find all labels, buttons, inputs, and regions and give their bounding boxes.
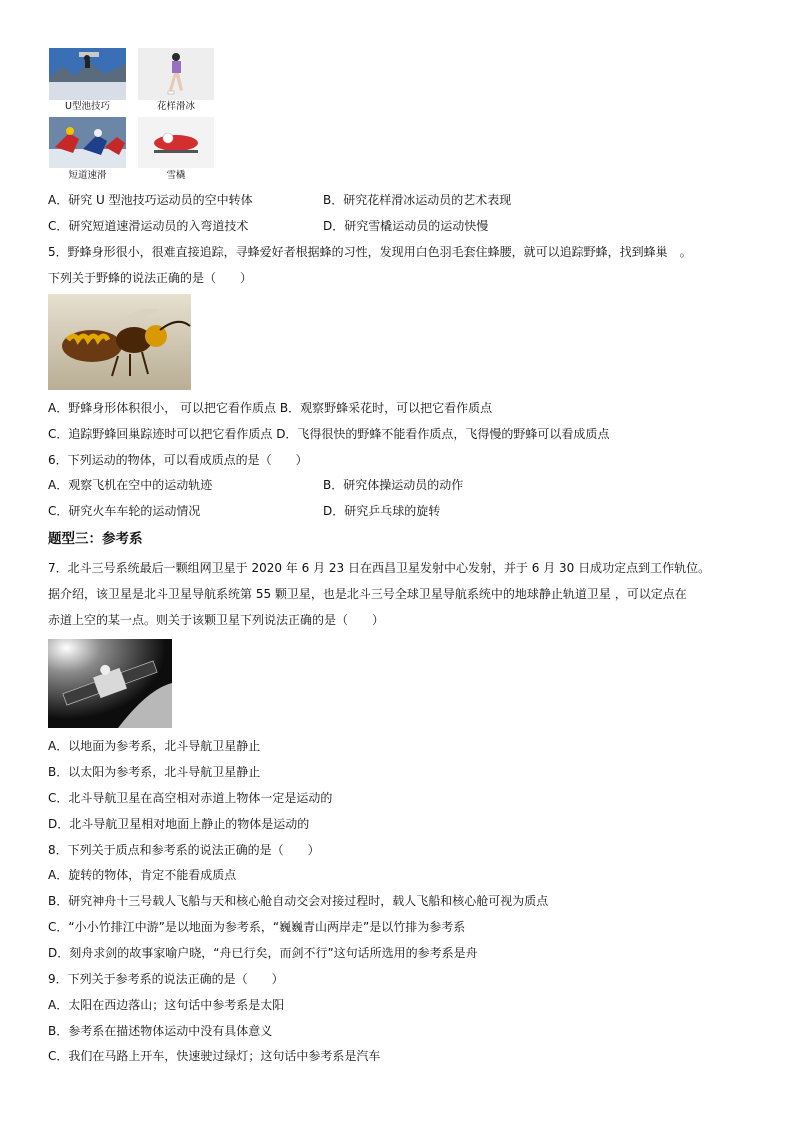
q4-option-d: D．研究雪橇运动员的运动快慢: [323, 219, 489, 233]
q8-stem: 8．下列关于质点和参考系的说法正确的是（ ）: [48, 843, 320, 857]
q5-stem-line-2: 下列关于野蜂的说法正确的是（ ）: [48, 271, 253, 285]
q5-options-a-b: A．野蜂身形体积很小， 可以把它看作质点 B．观察野蜂采花时，可以把它看作质点: [48, 401, 493, 415]
q8-option-a: A．旋转的物体，肯定不能看成质点: [48, 868, 237, 882]
halfpipe-image: [49, 48, 126, 100]
q5-options-c-d: C．追踪野蜂回巢踪迹时可以把它看作质点 D．飞得很快的野蜂不能看作质点，飞得慢的野蜂可以看成质点: [48, 427, 610, 441]
q7-option-d: D．北斗导航卫星相对地面上静止的物体是运动的: [48, 817, 310, 831]
q6-stem: 6．下列运动的物体，可以看成质点的是（ ）: [48, 453, 308, 467]
q8-option-c: C．“小小竹排江中游”是以地面为参考系，“巍巍青山两岸走”是以竹排为参考系: [48, 920, 466, 934]
q4-option-a: A．研究 U 型池技巧运动员的空中转体: [48, 193, 253, 207]
q6-option-a: A．观察飞机在空中的运动轨迹: [48, 478, 213, 492]
figure-skating-image: [138, 48, 214, 100]
sports-caption-2: 花样滑冰: [156, 101, 195, 112]
sports-caption-1: U型池技巧: [65, 101, 110, 112]
q8-option-d: D．刻舟求剑的故事家喻户晓，“舟已行矣，而剑不行”这句话所选用的参考系是舟: [48, 946, 478, 960]
q9-stem: 9．下列关于参考系的说法正确的是（ ）: [48, 972, 284, 986]
q7-stem-line-2: 据介绍，该卫星是北斗卫星导航系统第 55 颗卫星，也是北斗三号全球卫星导航系统中的地球静止轨道卫星 ，可以定点在: [48, 587, 687, 601]
q4-option-c: C．研究短道速滑运动员的入弯道技术: [48, 219, 249, 233]
q9-option-a: A．太阳在西边落山；这句话中参考系是太阳: [48, 998, 285, 1012]
wasp-image: [48, 294, 191, 390]
section-heading: 题型三：参考系: [48, 531, 143, 547]
satellite-image: [48, 639, 172, 728]
luge-image: [138, 117, 214, 168]
short-track-image: [49, 117, 126, 168]
q7-stem-line-1: 7．北斗三号系统最后一颗组网卫星于 2020 年 6 月 23 日在西昌卫星发射中心发射，并于 6 月 30 日成功定点到工作轨位。: [48, 561, 711, 575]
q6-option-b: B．研究体操运动员的动作: [323, 478, 464, 492]
q7-stem-line-3: 赤道上空的某一点。则关于该颗卫星下列说法正确的是（ ）: [48, 613, 385, 627]
q8-option-b: B．研究神舟十三号载人飞船与天和核心舱自动交会对接过程时，载人飞船和核心舱可视为质点: [48, 894, 549, 908]
q7-option-c: C．北斗导航卫星在高空相对赤道上物体一定是运动的: [48, 791, 333, 805]
sports-caption-4: 雪橇: [166, 170, 186, 181]
q4-option-b: B．研究花样滑冰运动员的艺术表现: [323, 193, 512, 207]
q7-option-b: B．以太阳为参考系，北斗导航卫星静止: [48, 765, 261, 779]
q5-stem-line-1: 5．野蜂身形很小，很难直接追踪，寻蜂爱好者根据蜂的习性，发现用白色羽毛套住蜂腰，就可以追踪野蜂，找到蜂巢 。: [48, 245, 692, 259]
q6-option-c: C．研究火车车轮的运动情况: [48, 504, 201, 518]
q6-option-d: D．研究乒乓球的旋转: [323, 504, 441, 518]
q9-option-c: C．我们在马路上开车，快速驶过绿灯；这句话中参考系是汽车: [48, 1049, 381, 1063]
q7-option-a: A．以地面为参考系，北斗导航卫星静止: [48, 739, 261, 753]
q9-option-b: B．参考系在描述物体运动中没有具体意义: [48, 1024, 273, 1038]
sports-caption-3: 短道速滑: [68, 170, 107, 181]
